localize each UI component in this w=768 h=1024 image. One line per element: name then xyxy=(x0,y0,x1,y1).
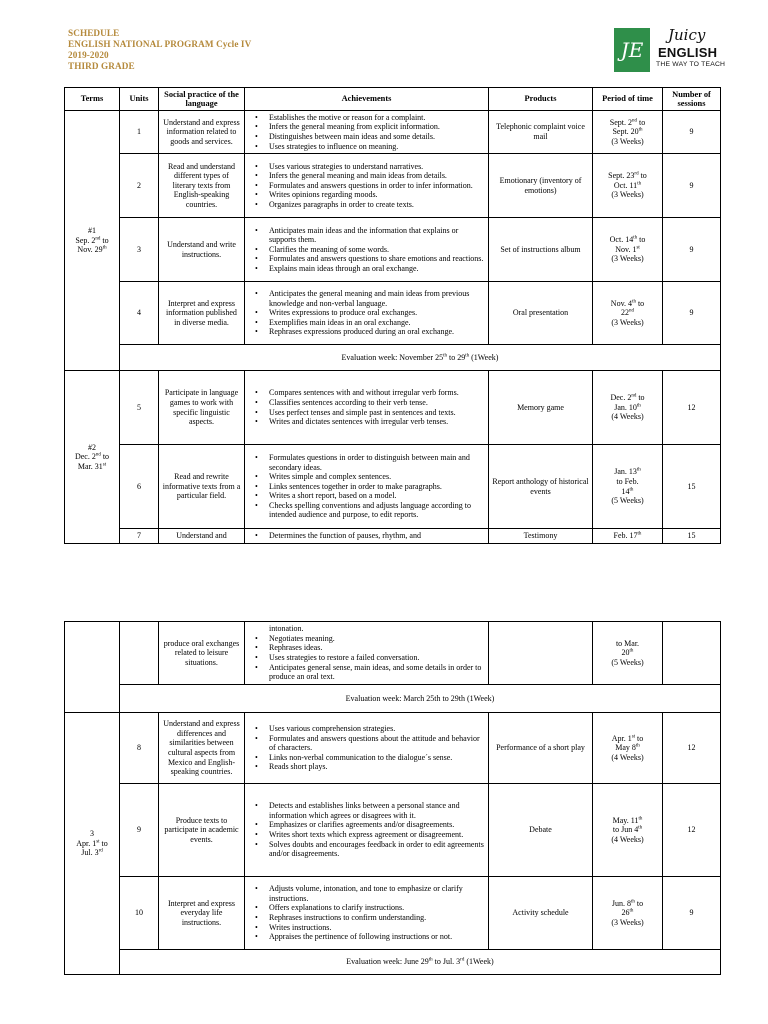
list-item: • Rephrases expressions produced during an oral exchange. xyxy=(245,327,485,337)
table-row xyxy=(65,622,721,685)
column-header: Number of sessions xyxy=(663,88,721,111)
list-item: • Detects and establishes links between a personal stance and information which agrees or disagrees with it. xyxy=(245,801,485,820)
sessions-count xyxy=(663,622,721,685)
list-item: • Formulates and answers questions in order to infer information. xyxy=(245,181,485,191)
list-item: • Writes simple and complex sentences. xyxy=(245,472,485,482)
unit-number: 4 xyxy=(120,282,159,345)
list-item: • Explains main ideas through an oral exchange. xyxy=(245,264,485,274)
period-of-time: Jun. 8th to 26th (3 Weeks) xyxy=(593,877,663,950)
table-row xyxy=(65,529,721,544)
list-item: • Uses various strategies to understand narratives. xyxy=(245,162,485,172)
list-item: • Clarifies the meaning of some words. xyxy=(245,245,485,255)
column-header: Period of time xyxy=(593,88,663,111)
juicy-english-logo xyxy=(614,28,734,72)
unit-number: 5 xyxy=(120,371,159,445)
product: Testimony xyxy=(489,529,593,544)
list-item: • Adjusts volume, intonation, and tone to emphasize or clarify instructions. xyxy=(245,884,485,903)
sessions-count: 9 xyxy=(663,282,721,345)
term-range: Apr. 1st to xyxy=(76,838,108,848)
list-item: • Distinguishes between main ideas and some details. xyxy=(245,132,485,142)
sessions-count: 12 xyxy=(663,371,721,445)
achievements-list xyxy=(245,154,489,218)
list-item: • Emphasizes or clarifies agreements and/or disagreements. xyxy=(245,820,485,830)
product: Oral presentation xyxy=(489,282,593,345)
achievements-list xyxy=(245,371,489,445)
product: Activity schedule xyxy=(489,877,593,950)
list-item: • Formulates questions in order to distinguish between main and secondary ideas. xyxy=(245,453,485,472)
term-label: #2 xyxy=(88,442,96,452)
unit-number: 10 xyxy=(120,877,159,950)
list-item: • Uses various comprehension strategies. xyxy=(245,724,485,734)
list-item: • Infers the general meaning from explicit information. xyxy=(245,122,485,132)
table-row xyxy=(65,784,721,877)
term-cell xyxy=(65,622,120,713)
column-header: Social practice of the language xyxy=(159,88,245,111)
social-practice: Read and understand different types of literary texts from English-speaking countries. xyxy=(159,154,245,218)
document-header xyxy=(68,28,368,72)
period-of-time: Oct. 14th to Nov. 1st (3 Weeks) xyxy=(593,218,663,282)
list-item: • Uses strategies to restore a failed conversation. xyxy=(245,653,485,663)
header-year: 2019-2020 xyxy=(68,50,109,60)
list-item: • Appraises the pertinence of following instructions or not. xyxy=(245,932,485,942)
term-cell xyxy=(65,713,120,975)
sessions-count: 15 xyxy=(663,529,721,544)
list-item: • Organizes paragraphs in order to create texts. xyxy=(245,200,485,210)
achievements-list xyxy=(245,877,489,950)
unit-number: 3 xyxy=(120,218,159,282)
social-practice: Produce texts to participate in academic events. xyxy=(159,784,245,877)
table-header-row xyxy=(65,88,721,111)
achievements-list xyxy=(245,529,489,544)
social-practice: Interpret and express everyday life instructions. xyxy=(159,877,245,950)
list-item: • Uses perfect tenses and simple past in sentences and texts. xyxy=(245,408,485,418)
term-label: 3 xyxy=(90,829,94,839)
list-item: • Formulates and answers questions to share emotions and reactions. xyxy=(245,254,485,264)
table-row xyxy=(65,445,721,529)
table-row xyxy=(65,218,721,282)
list-item: • Rephrases ideas. xyxy=(245,643,485,653)
list-item: • Negotiates meaning. xyxy=(245,634,485,644)
term-cell xyxy=(65,111,120,371)
evaluation-week: Evaluation week: November 25th to 29th (1Week) xyxy=(120,345,721,371)
header-grade: THIRD GRADE xyxy=(68,61,135,71)
list-item: • Anticipates main ideas and the information that explains or supports them. xyxy=(245,226,485,245)
social-practice: Understand and write instructions. xyxy=(159,218,245,282)
term-range-end: Nov. 29th xyxy=(77,245,107,255)
product: Emotionary (inventory of emotions) xyxy=(489,154,593,218)
period-of-time: Sept. 23rd to Oct. 11th (3 Weeks) xyxy=(593,154,663,218)
list-item: • Solves doubts and encourages feedback in order to edit agreements and/or disagreements. xyxy=(245,840,485,859)
unit-number: 7 xyxy=(120,529,159,544)
achievements-list xyxy=(245,622,489,685)
term-range: Dec. 2nd to xyxy=(74,452,110,462)
list-item: • Formulates and answers questions about the attitude and behavior of characters. xyxy=(245,734,485,753)
list-item: • Establishes the motive or reason for a complaint. xyxy=(245,113,485,123)
list-item: • Compares sentences with and without irregular verb forms. xyxy=(245,388,485,398)
achievements-list xyxy=(245,784,489,877)
sessions-count: 12 xyxy=(663,784,721,877)
term-range-end: Mar. 31st xyxy=(77,461,107,471)
list-item: • Anticipates the general meaning and main ideas from previous knowledge and non-verbal language. xyxy=(245,289,485,308)
term-label: #1 xyxy=(88,226,96,236)
list-item: • Writes expressions to produce oral exchanges. xyxy=(245,308,485,318)
logo-tagline: THE WAY TO TEACH xyxy=(656,61,726,68)
list-item: • Rephrases instructions to confirm understanding. xyxy=(245,913,485,923)
column-header: Products xyxy=(489,88,593,111)
period-of-time: May. 11th to Jun 4th (4 Weeks) xyxy=(593,784,663,877)
achievements-list xyxy=(245,445,489,529)
list-item: • Exemplifies main ideas in an oral exchange. xyxy=(245,318,485,328)
product: Performance of a short play xyxy=(489,713,593,784)
social-practice: Read and rewrite informative texts from a particular field. xyxy=(159,445,245,529)
list-item: • Writes a short report, based on a model. xyxy=(245,491,485,501)
achievements-list xyxy=(245,218,489,282)
evaluation-row xyxy=(65,950,721,975)
social-practice: Understand and express differences and similarities between cultural aspects from Mexico and English-speaking countries. xyxy=(159,713,245,784)
sessions-count: 15 xyxy=(663,445,721,529)
list-item: • Writes and dictates sentences with irregular verb tenses. xyxy=(245,417,485,427)
list-item: • Infers the general meaning and main ideas from details. xyxy=(245,171,485,181)
table-row xyxy=(65,282,721,345)
list-item: • Links sentences together in order to make paragraphs. xyxy=(245,482,485,492)
unit-number: 2 xyxy=(120,154,159,218)
period-of-time: Jan. 13th to Feb. 14th (5 Weeks) xyxy=(593,445,663,529)
table-row xyxy=(65,371,721,445)
product xyxy=(489,622,593,685)
period-of-time: Nov. 4th to 22nd (3 Weeks) xyxy=(593,282,663,345)
unit-number: 8 xyxy=(120,713,159,784)
header-program: ENGLISH NATIONAL PROGRAM Cycle IV xyxy=(68,39,252,49)
schedule-table-part-2 xyxy=(64,621,721,975)
logo-word-english: ENGLISH xyxy=(658,45,718,60)
social-practice: Participate in language games to work with specific linguistic aspects. xyxy=(159,371,245,445)
unit-number xyxy=(120,622,159,685)
unit-number: 9 xyxy=(120,784,159,877)
schedule-table-part-1 xyxy=(64,87,721,544)
column-header: Terms xyxy=(65,88,120,111)
period-of-time: Apr. 1st to May 8th (4 Weeks) xyxy=(593,713,663,784)
evaluation-row xyxy=(65,685,721,713)
term-range: Sep. 2nd to xyxy=(75,235,109,245)
period-of-time: Feb. 17th xyxy=(593,529,663,544)
sessions-count: 9 xyxy=(663,218,721,282)
achievements-list xyxy=(245,111,489,154)
sessions-count: 12 xyxy=(663,713,721,784)
table-row xyxy=(65,111,721,154)
product: Debate xyxy=(489,784,593,877)
list-item-continued: intonation. xyxy=(269,624,304,634)
social-practice: Understand and xyxy=(159,529,245,544)
list-item: • Writes instructions. xyxy=(245,923,485,933)
period-of-time: Dec. 2nd to Jan. 10th (4 Weeks) xyxy=(593,371,663,445)
list-item: • Checks spelling conventions and adjusts language according to intended audience and purpose, to edit reports. xyxy=(245,501,485,520)
sessions-count: 9 xyxy=(663,111,721,154)
list-item: • Writes short texts which express agreement or disagreement. xyxy=(245,830,485,840)
social-practice: Interpret and express information published in diverse media. xyxy=(159,282,245,345)
product: Telephonic complaint voice mail xyxy=(489,111,593,154)
list-item: • Writes opinions regarding moods. xyxy=(245,190,485,200)
list-item: • Offers explanations to clarify instructions. xyxy=(245,903,485,913)
term-cell xyxy=(65,371,120,544)
period-of-time: Sept. 2nd to Sept. 20th (3 Weeks) xyxy=(593,111,663,154)
product: Memory game xyxy=(489,371,593,445)
term-range-end: Jul. 3rd xyxy=(81,848,103,858)
achievements-list xyxy=(245,713,489,784)
table-row xyxy=(65,877,721,950)
logo-mark-icon: JE xyxy=(614,28,650,72)
product: Report anthology of historical events xyxy=(489,445,593,529)
column-header: Units xyxy=(120,88,159,111)
list-item: • Uses strategies to influence on meaning. xyxy=(245,142,485,152)
table-row xyxy=(65,713,721,784)
product: Set of instructions album xyxy=(489,218,593,282)
list-item: • Classifies sentences according to their verb tense. xyxy=(245,398,485,408)
achievements-list xyxy=(245,282,489,345)
list-item: • Links non-verbal communication to the dialogue´s sense. xyxy=(245,753,485,763)
header-title: SCHEDULE xyxy=(68,28,120,38)
sessions-count: 9 xyxy=(663,877,721,950)
list-item: • Reads short plays. xyxy=(245,762,485,772)
logo-word-juicy: Juicy xyxy=(668,26,706,44)
list-item: • Determines the function of pauses, rhythm, and xyxy=(245,531,485,541)
sessions-count: 9 xyxy=(663,154,721,218)
period-of-time: to Mar. 20th (5 Weeks) xyxy=(593,622,663,685)
unit-number: 6 xyxy=(120,445,159,529)
evaluation-row xyxy=(65,345,721,371)
social-practice: produce oral exchanges related to leisure situations. xyxy=(159,622,245,685)
evaluation-week: Evaluation week: June 29th to Jul. 3rd (1Week) xyxy=(120,950,721,975)
list-item: • Anticipates general sense, main ideas, and some details in order to produce an oral text. xyxy=(245,663,485,682)
column-header: Achievements xyxy=(245,88,489,111)
table-row xyxy=(65,154,721,218)
social-practice: Understand and express information related to goods and services. xyxy=(159,111,245,154)
evaluation-week: Evaluation week: March 25th to 29th (1Week) xyxy=(120,685,721,713)
unit-number: 1 xyxy=(120,111,159,154)
